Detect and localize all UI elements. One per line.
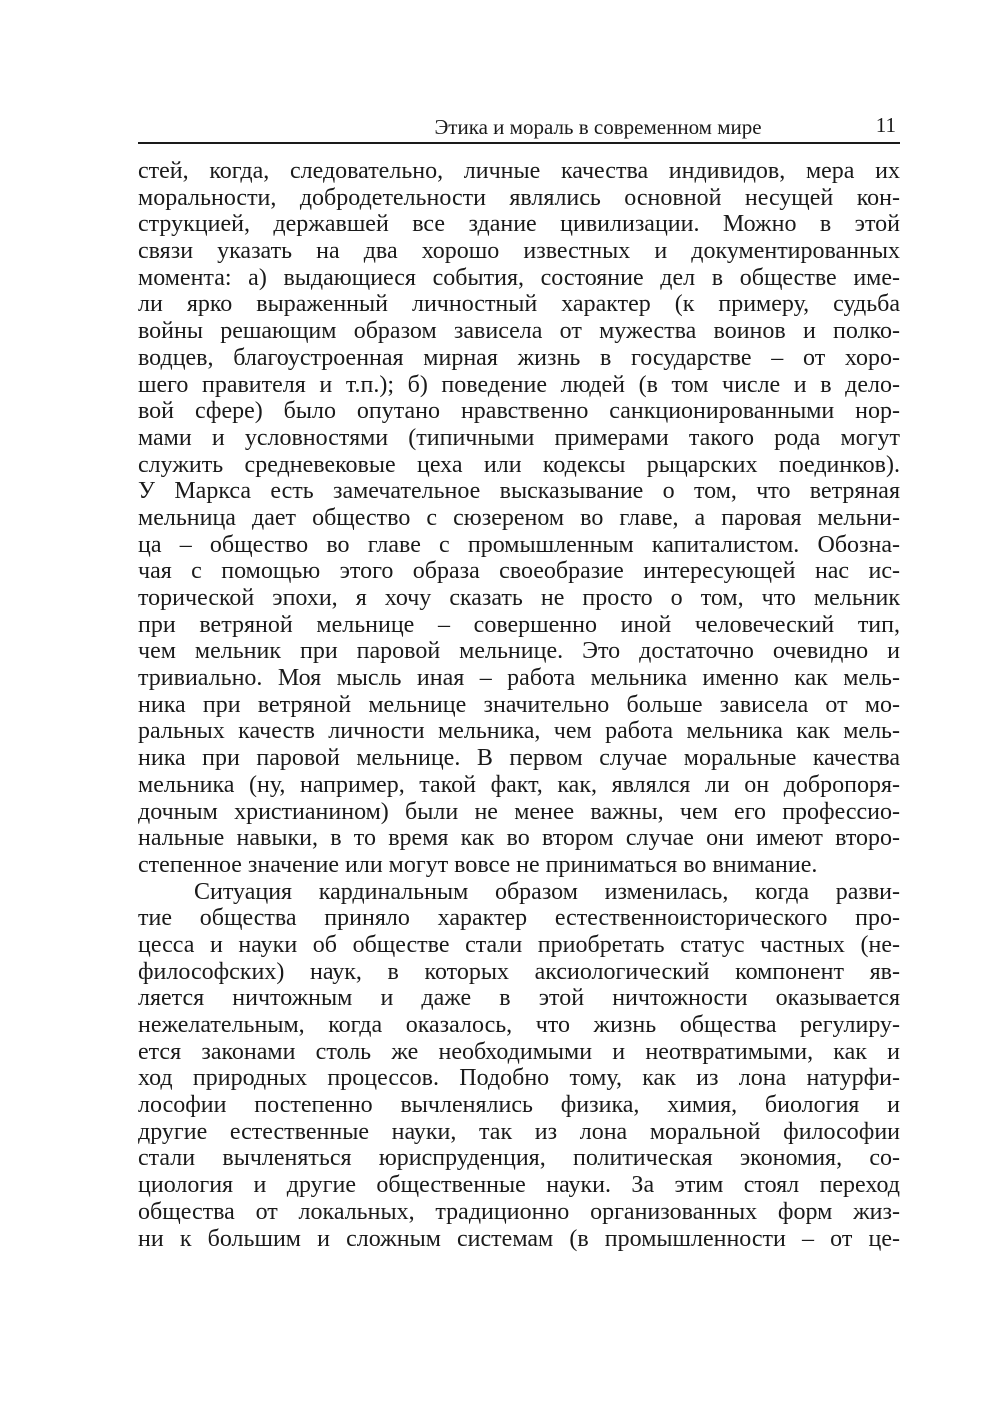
paragraph-2 bbox=[138, 879, 900, 1253]
body-text bbox=[138, 158, 900, 1252]
text-line: философских) наук, в которых аксиологический компонент яв- bbox=[138, 958, 900, 985]
text-line: степенное значение или могут вовсе не приниматься во внимание. bbox=[138, 851, 818, 878]
text-line: момента: а) выдающиеся события, состояние дел в обществе име- bbox=[138, 264, 900, 291]
text-line: тривиально. Моя мысль иная – работа мельника именно как мель- bbox=[138, 665, 900, 692]
text-line: при ветряной мельнице – совершенно иной человеческий тип, bbox=[138, 611, 900, 638]
text-line: торической эпохи, я хочу сказать не просто о том, что мельник bbox=[138, 585, 900, 611]
paragraph-1 bbox=[138, 158, 900, 879]
text-line: водцев, благоустроенная мирная жизнь в государстве – от хоро- bbox=[138, 344, 900, 371]
text-line: дочным христианином) были не менее важны, чем его профессио- bbox=[138, 798, 900, 825]
text-line: вой сфере) было опутано нравственно санкционированными нор- bbox=[138, 398, 900, 425]
text-line: стали вычленяться юриспруденция, политическая экономия, со- bbox=[138, 1145, 900, 1172]
text-line: мами и условностями (типичными примерами такого рода могут bbox=[138, 424, 900, 451]
text-line: другие естественные науки, так из лона моральной философии bbox=[138, 1118, 900, 1145]
text-line: цесса и науки об обществе стали приобретать статус частных (не- bbox=[138, 931, 900, 958]
text-line: циология и другие общественные науки. За этим стоял переход bbox=[138, 1172, 900, 1199]
text-line: У Маркса есть замечательное высказывание о том, что ветряная bbox=[138, 478, 900, 505]
text-line: мельница дает общество с сюзереном во главе, а паровая мельни- bbox=[138, 504, 900, 531]
text-line: ни к большим и сложным системам (в промышленности – от це- bbox=[138, 1225, 900, 1252]
text-line: ляется ничтожным и даже в этой ничтожности оказывается bbox=[138, 985, 900, 1012]
text-line: чая с помощью этого образа своеобразие интересующей нас ис- bbox=[138, 558, 900, 585]
text-line: Ситуация кардинальным образом изменилась, когда разви- bbox=[194, 878, 900, 905]
text-line: тие общества приняло характер естественноисторического про- bbox=[138, 905, 900, 932]
text-line: войны решающим образом зависела от мужества воинов и полко- bbox=[138, 318, 900, 345]
text-line: ца – общество во главе с промышленным капиталистом. Обозна- bbox=[138, 531, 900, 558]
text-line: лософии постепенно вычленялись физика, химия, биология и bbox=[138, 1092, 900, 1119]
text-line: моральности, добродетельности являлись основной несущей кон- bbox=[138, 184, 900, 211]
text-line: ральных качеств личности мельника, чем работа мельника как мель- bbox=[138, 718, 900, 745]
page-number: 11 bbox=[875, 113, 896, 137]
text-line: ход природных процессов. Подобно тому, как из лона натурфи- bbox=[138, 1065, 900, 1092]
text-line: ется законами столь же необходимыми и неотвратимыми, как и bbox=[138, 1038, 900, 1065]
text-line: служить средневековые цеха или кодексы рыцарских поединков). bbox=[138, 451, 900, 478]
text-line: стей, когда, следовательно, личные качества индивидов, мера их bbox=[138, 158, 900, 184]
text-line: шего правителя и т.п.); б) поведение людей (в том числе и в дело- bbox=[138, 371, 900, 398]
text-line: мельника (ну, например, такой факт, как, являлся ли он добропоря- bbox=[138, 771, 900, 798]
text-line: ли ярко выраженный личностный характер (к примеру, судьба bbox=[138, 291, 900, 318]
text-line: чем мельник при паровой мельнице. Это достаточно очевидно и bbox=[138, 638, 900, 665]
text-line: струкцией, державшей все здание цивилизации. Можно в этой bbox=[138, 211, 900, 238]
text-line: нальные навыки, в то время как во втором случае они имеют второ- bbox=[138, 825, 900, 852]
text-line: нежелательным, когда оказалось, что жизнь общества регулиру- bbox=[138, 1012, 900, 1038]
running-title: Этика и мораль в современном мире bbox=[434, 115, 762, 139]
text-line: общества от локальных, традиционно организованных форм жиз- bbox=[138, 1198, 900, 1225]
text-line: ника при ветряной мельнице значительно больше зависела от мо- bbox=[138, 691, 900, 718]
running-header bbox=[138, 112, 900, 144]
text-line: связи указать на два хорошо известных и документированных bbox=[138, 238, 900, 265]
text-line: ника при паровой мельнице. В первом случае моральные качества bbox=[138, 745, 900, 772]
